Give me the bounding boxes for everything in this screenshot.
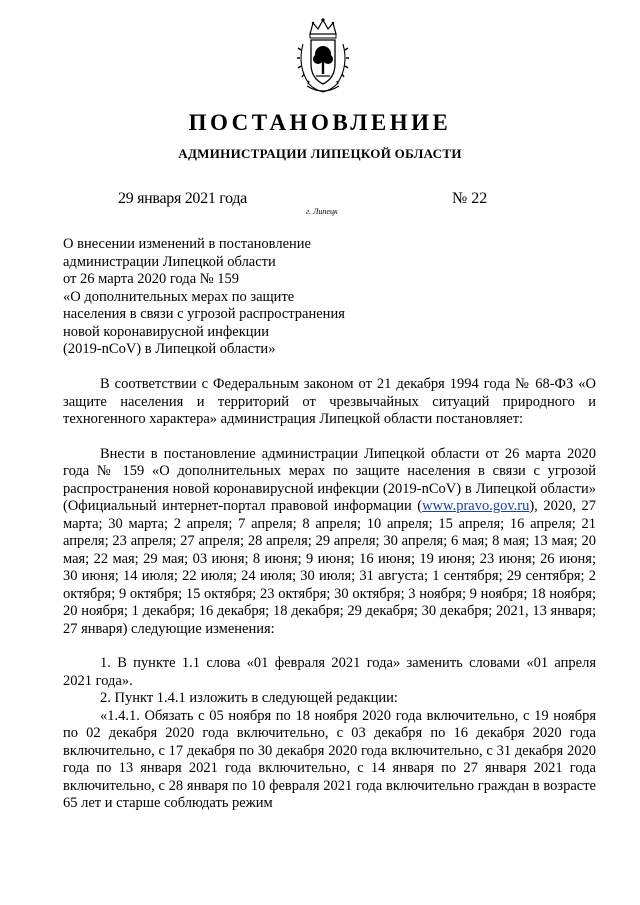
subject-line: (2019-nCoV) в Липецкой области» — [63, 341, 276, 357]
subject-line: администрации Липецкой области — [63, 253, 276, 270]
document-date: 29 января 2021 года — [118, 190, 247, 207]
main-paragraph — [63, 446, 596, 639]
subject-line: О внесении изменений в постановление — [63, 236, 311, 252]
document-title: ПОСТАНОВЛЕНИЕ — [188, 110, 452, 135]
item-2-paragraph: 2. Пункт 1.4.1 изложить в следующей редакции: — [100, 690, 398, 706]
document-city: г. Липецк — [306, 207, 338, 216]
document-body — [63, 376, 596, 813]
subject-line: от 26 марта 2020 года № 159 — [63, 271, 239, 287]
subject-line: населения в связи с угрозой распространения — [63, 306, 345, 322]
document-subject — [63, 236, 403, 359]
coat-of-arms-icon — [293, 16, 353, 96]
item-2-quote-paragraph: «1.4.1. Обязать с 05 ноября по 18 ноября 2020 года включительно, с 19 ноября по 02 декабря 2020 года включительно, с 03 декабря по 16 декабря 2020 года включительно, с 17 декабря по 30 декабря 2020 года включительно, с 31 декабря 2020 года по 13 января 2021 года включительно, с 14 января по 27 января 2021 года включительно, с 28 января по 10 февраля 2021 года включительно граждан в возрасте 65 лет и старше соблюдать режим — [63, 707, 596, 811]
subject-line: новой коронавирусной инфекции — [63, 323, 270, 340]
item-1-paragraph: 1. В пункте 1.1 слова «01 февраля 2021 года» заменить словами «01 апреля 2021 года». — [63, 655, 596, 689]
pravo-gov-link[interactable]: www.pravo.gov.ru — [422, 498, 530, 514]
main-text-after-link: ), 2020, 27 марта; 30 марта; 2 апреля; 7 апреля; 8 апреля; 10 апреля; 15 апреля; 16 апреля; 21 апреля; 23 апреля; 27 апреля; 28 апреля; 29 апреля; 30 апреля; 6 мая; 8 мая; 13 мая; 20 мая; 22 мая; 29 мая; 03 июня; 8 июня; 9 июня; 16 июня; 19 июня; 23 июня; 26 июня; 30 июня; 14 июля; 22 июля; 24 июля; 30 июля; 31 августа; 1 сентября; 29 сентября; 2 октября; 9 октября; 15 октября; 23 октября; 30 октября; 3 ноября; 9 ноября; 18 ноября; 20 ноября; 1 декабря; 16 декабря; 18 декабря; 29 декабря; 30 декабря; 2021, 13 января; 27 января) следующие изменения: — [63, 498, 596, 637]
preamble-paragraph: В соответствии с Федеральным законом от 21 декабря 1994 года № 68-ФЗ «О защите населения и территорий от чрезвычайных ситуаций природного и техногенного характера» администрация Липецкой области постановляет: — [63, 376, 596, 427]
document-subtitle: АДМИНИСТРАЦИИ ЛИПЕЦКОЙ ОБЛАСТИ — [178, 146, 462, 161]
document-number: № 22 — [452, 190, 488, 207]
subject-line: «О дополнительных мерах по защите — [63, 288, 295, 305]
main-text-before-link: Внести в постановление администрации Липецкой области от 26 марта 2020 года № 159 «О дополнительных мерах по защите населения в связи с угрозой распространения новой коронавирусной инфекции (2019-nCoV) в Липецкой области» (Официальный интернет-портал правовой информации ( — [63, 445, 596, 514]
